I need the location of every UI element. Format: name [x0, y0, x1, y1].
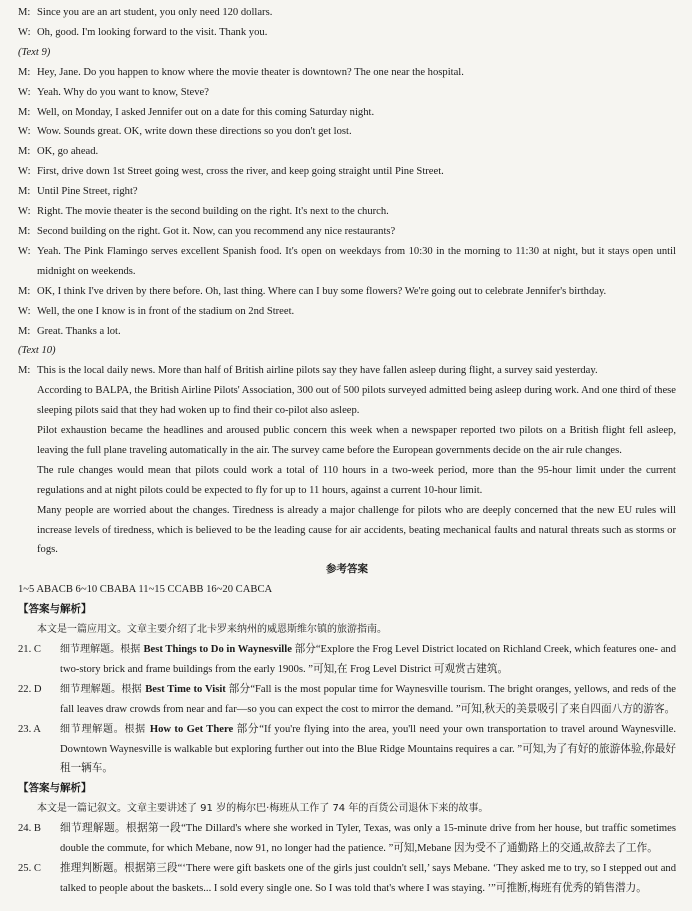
dialogue-line — [18, 23, 676, 43]
answer-text: 部分“Fall is the most popular time for Waynesville tourism. The bright oranges, yellows, and reds of the fall leaves draw crowds from near and far—so you can expect the cost to mirror the demand. ”可知,秋天的美景吸引了来自四面八方的游客。 — [60, 683, 677, 715]
utterance: Hey, Jane. Do you happen to know where the movie theater is downtown? The one near the hospital. — [37, 66, 464, 78]
speaker: M: — [18, 106, 31, 118]
speaker: M: — [18, 186, 31, 198]
answer-key: 1~5 ABACB 6~10 CBABA 11~15 CCABB 16~20 CABCA — [18, 584, 273, 596]
speaker: W: — [18, 166, 31, 178]
speaker: M: — [18, 7, 31, 18]
speaker: W: — [18, 126, 31, 138]
dialogue-top — [18, 3, 676, 43]
answer-item-24 — [18, 819, 676, 859]
answer-text: 推理判断题。根据第三段“‘There were gift baskets one of the girls just couldn't sell,’ says Mebane. ‘They asked me to try, so I stepped out and talked to people about the baskets... I sold every single one. So I was told that's where I was staying. ’”可推断,梅班有优秀的销售潜力。 — [60, 862, 676, 894]
answer-text: 部分“If you're flying into the area, you'll need your own transportation to travel around Waynesville. Downtown Waynesville is walkable but exploring further out into the Blue Ridge Mountains requires a car. ”可知,为了有好的旅游体验,你最好租一辆车。 — [60, 723, 676, 775]
dialogue-line — [18, 83, 676, 103]
dialogue-line — [18, 182, 676, 202]
answer-number: 25. C — [18, 862, 41, 874]
utterance: Right. The movie theater is the second building on the right. It's next to the church. — [37, 206, 389, 218]
utterance: Well, on Monday, I asked Jennifer out on a date for this coming Saturday night. — [37, 106, 375, 118]
section-intro: 本文是一篇应用文。文章主要介绍了北卡罗来纳州的威恩斯维尔镇的旅游指南。 — [37, 624, 387, 636]
news-paragraph: Many people are worried about the changes. Tiredness is already a major challenge for pilots who are deeply concerned that the new EU rules will increase levels of tiredness, which is believed to be the leading cause for air accidents, beating mechanical faults and natural threats such as storms or fogs. — [37, 504, 676, 556]
speaker: M: — [18, 66, 31, 78]
dialogue-line — [18, 103, 676, 123]
answer-item-21 — [18, 640, 676, 680]
dialogue-line — [18, 142, 676, 162]
answer-text: 细节理解题。根据第一段“The Dillard's where she worked in Tyler, Texas, was only a 15-minute drive from her house, but traffic sometimes double the commute, for which Mebane, now 91, no longer had the patience. ”可知,Mebane 因为受不了通勤路上的交通,故辞去了工作。 — [60, 823, 676, 855]
dialogue-line — [18, 3, 676, 23]
utterance: This is the local daily news. More than half of British airline pilots say they have fallen asleep during flight, a survey said yesterday. — [37, 365, 598, 377]
speaker: M: — [18, 285, 31, 297]
dialogue-line — [18, 361, 676, 381]
text9-dialogue — [18, 63, 676, 342]
speaker: W: — [18, 206, 31, 218]
section-header: 【答案与解析】 — [18, 782, 92, 795]
speaker: M: — [18, 225, 31, 237]
answer-section-name: Best Things to Do in Waynesville — [143, 644, 292, 655]
answers-title: 参考答案 — [326, 563, 368, 576]
answer-text: 部分“Explore the Frog Level District located on Richland Creek, which features one- and two-story brick and frame buildings from the early 1900s. ”可知,在 Frog Level District 可观赏古建筑。 — [60, 644, 677, 675]
speaker: W: — [18, 86, 31, 98]
section-1 — [18, 600, 676, 779]
news-paragraph: The rule changes would mean that pilots could work a total of 110 hours in a two-week period, more than the 95-hour limit under the current regulations and at night pilots could be expected to fly for up to 11 hours, against a current 10-hour limit. — [37, 464, 676, 496]
utterance: Yeah. Why do you want to know, Steve? — [37, 86, 209, 98]
text10-monologue — [18, 361, 676, 560]
utterance: Since you are an art student, you only need 120 dollars. — [37, 7, 273, 18]
answer-number: 21. C — [18, 644, 41, 655]
speaker: M: — [18, 146, 31, 158]
answer-number: 23. A — [18, 723, 41, 735]
answer-item-22 — [18, 680, 676, 720]
utterance: Until Pine Street, right? — [37, 186, 138, 198]
dialogue-line — [18, 63, 676, 83]
answer-lead: 细节理解题。根据 — [60, 723, 150, 735]
text10-label: (Text 10) — [18, 345, 56, 357]
utterance: Oh, good. I'm looking forward to the visit. Thank you. — [37, 26, 268, 38]
utterance: Well, the one I know is in front of the stadium on 2nd Street. — [37, 305, 295, 317]
dialogue-line — [18, 222, 676, 242]
section-intro: 本文是一篇记叙文。文章主要讲述了 91 岁的梅尔巴·梅班从工作了 74 年的百货公司退休下来的故事。 — [37, 803, 489, 815]
dialogue-line — [18, 242, 676, 282]
speaker: W: — [18, 305, 31, 317]
utterance: Second building on the right. Got it. Now, can you recommend any nice restaurants? — [37, 225, 396, 237]
section-2 — [18, 779, 676, 898]
text9-label: (Text 9) — [18, 46, 51, 58]
utterance: Wow. Sounds great. OK, write down these directions so you don't get lost. — [37, 126, 352, 138]
speaker: W: — [18, 245, 31, 257]
answer-lead: 细节理解题。根据 — [60, 644, 144, 655]
answer-item-25 — [18, 859, 676, 899]
answer-item-23 — [18, 720, 676, 780]
dialogue-line — [18, 282, 676, 302]
dialogue-line — [18, 162, 676, 182]
utterance: OK, I think I've driven by there before. Oh, last thing. Where can I buy some flowers? We're going out to celebrate Jennifer's birthday. — [37, 285, 607, 297]
utterance: Yeah. The Pink Flamingo serves excellent Spanish food. It's open on weekdays from 10:30 in the morning to 11:30 at night, but it stays open until midnight on weekends. — [37, 245, 676, 277]
speaker: M: — [18, 325, 31, 337]
speaker: W: — [18, 26, 31, 38]
dialogue-line — [18, 322, 676, 342]
dialogue-line — [18, 202, 676, 222]
utterance: OK, go ahead. — [37, 146, 99, 158]
answer-number: 24. B — [18, 823, 41, 835]
answer-lead: 细节理解题。根据 — [60, 683, 146, 695]
news-paragraph: Pilot exhaustion became the headlines and aroused public concern this week when a newspaper reported two pilots on a British flight fell asleep, leaving the full plane traveling automatically in the air. The survey came before the European governments decide on the air rule changes. — [37, 425, 676, 456]
dialogue-line — [18, 302, 676, 322]
utterance: First, drive down 1st Street going west, cross the river, and keep going straight until Pine Street. — [37, 166, 444, 178]
answer-section-name: Best Time to Visit — [145, 683, 226, 695]
section-header: 【答案与解析】 — [18, 603, 92, 616]
utterance: Great. Thanks a lot. — [37, 325, 121, 337]
speaker: M: — [18, 365, 31, 377]
answer-number: 22. D — [18, 683, 42, 695]
answer-section-name: How to Get There — [149, 723, 234, 735]
news-paragraph: According to BALPA, the British Airline Pilots' Association, 300 out of 500 pilots surveyed admitted being asleep during work. And one third of these sleeping pilots said that they had woken up to find their co-pilot also asleep. — [37, 385, 676, 417]
dialogue-line — [18, 122, 676, 142]
